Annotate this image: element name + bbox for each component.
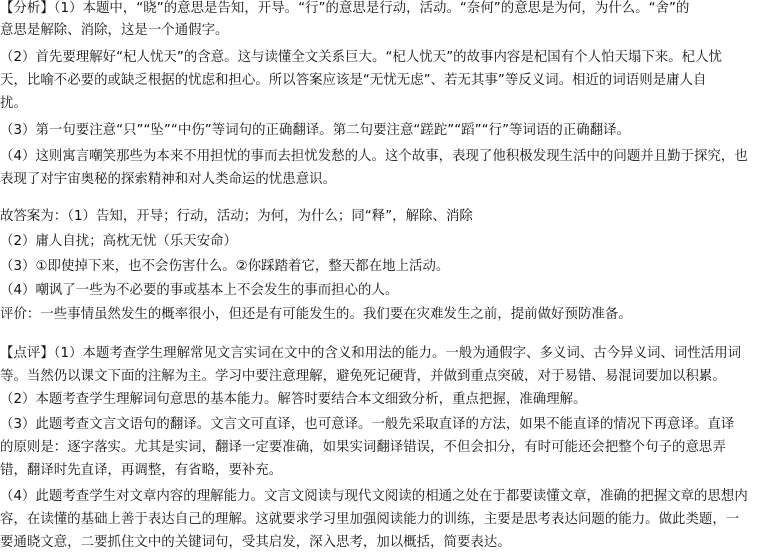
comment-line-9: 要通晓文意，二要抓住文中的关键词句，受其启发，深入思考，加以概括，简要表达。 xyxy=(0,535,511,550)
answer-line-3: （3）①即使掉下来，也不会伤害什么。②你踩踏着它，整天都在地上活动。 xyxy=(0,259,450,274)
analysis-line-7: （4）这则寓言嘲笑那些为本来不用担忧的事而去担忧发愁的人。这个故事，表现了他积极发现生活中的问题并且勤于探究，也 xyxy=(0,149,748,164)
comment-line-4: （3）此题考查文言文语句的翻译。文言文可直译，也可意译。一般先采取直译的方法，如果不能直译的情况下再意译。直译 xyxy=(0,417,735,432)
analysis-line-4: 天，比喻不必要的或缺乏根据的忧虑和担心。所以答案应该是“无忧无虑”、若无其事”等反义词。相近的词语则是庸人自 xyxy=(0,73,707,88)
answer-line-2: （2）庸人自扰；高枕无忧（乐天安命） xyxy=(0,234,238,249)
comment-line-2: 等。当然仍以课文下面的注解为主。学习中要注意理解，避免死记硬背，并做到重点突破，对于易错、易混词要加以积累。 xyxy=(0,369,726,384)
analysis-line-6: （3）第一句要注意“只”“坠”“中伤”等词句的正确翻译。第二句要注意“蹉跎”“蹈”“行”等词语的正确翻译。 xyxy=(0,123,631,138)
comment-line-3: （2）本题考查学生理解词句意思的基本能力。解答时要结合本文细致分析，重点把握，准确理解。 xyxy=(0,392,587,407)
answer-line-1: 故答案为：（1）告知，开导；行动，活动；为何，为什么；同“释”，解除、消除 xyxy=(0,209,473,224)
evaluation-line: 评价：一些事情虽然发生的概率很小，但还是有可能发生的。我们要在灾难发生之前，提前做好预防准备。 xyxy=(0,307,632,322)
answer-line-4: （4）嘲讽了一些为不必要的事或基本上不会发生的事而担心的人。 xyxy=(0,283,399,298)
comment-line-6: 错，翻译时先直译，再调整，有省略，要补充。 xyxy=(0,463,283,478)
analysis-line-1: 【分析】（1）本题中，“晓”的意思是告知，开导。“行”的意思是行动，活动。“奈何”的意思是为何，为什么。“舍”的 xyxy=(0,1,690,16)
analysis-line-5: 扰。 xyxy=(0,96,27,111)
comment-line-1: 【点评】（1）本题考查学生理解常见文言实词在文中的含义和用法的能力。一般为通假字、多义词、古今异义词、词性活用词 xyxy=(0,346,742,361)
comment-line-8: 容，在读懂的基础上善于表达自己的理解。这就要求学习里加强阅读能力的训练，主要是思考表达问题的能力。做此类题，一 xyxy=(0,512,740,527)
analysis-line-8: 表现了对宇宙奥秘的探索精神和对人类命运的忧患意识。 xyxy=(0,172,337,187)
analysis-line-2: 意思是解除、消除，这是一个通假字。 xyxy=(0,23,229,38)
comment-line-5: 的原则是：逐字落实。尤其是实词，翻译一定要准确，如果实词翻译错误，不但会扣分，有时可能还会把整个句子的意思弄 xyxy=(0,440,726,455)
analysis-line-3: （2）首先要理解好“杞人忧天”的含意。这与读懂全文关系巨大。“杞人忧天”的故事内容是杞国有个人怕天塌下来。杞人忧 xyxy=(0,50,722,65)
comment-line-7: （4）此题考查学生对文章内容的理解能力。文言文阅读与现代文阅读的相通之处在于都要读懂文章，准确的把握文章的思想内 xyxy=(0,489,748,504)
